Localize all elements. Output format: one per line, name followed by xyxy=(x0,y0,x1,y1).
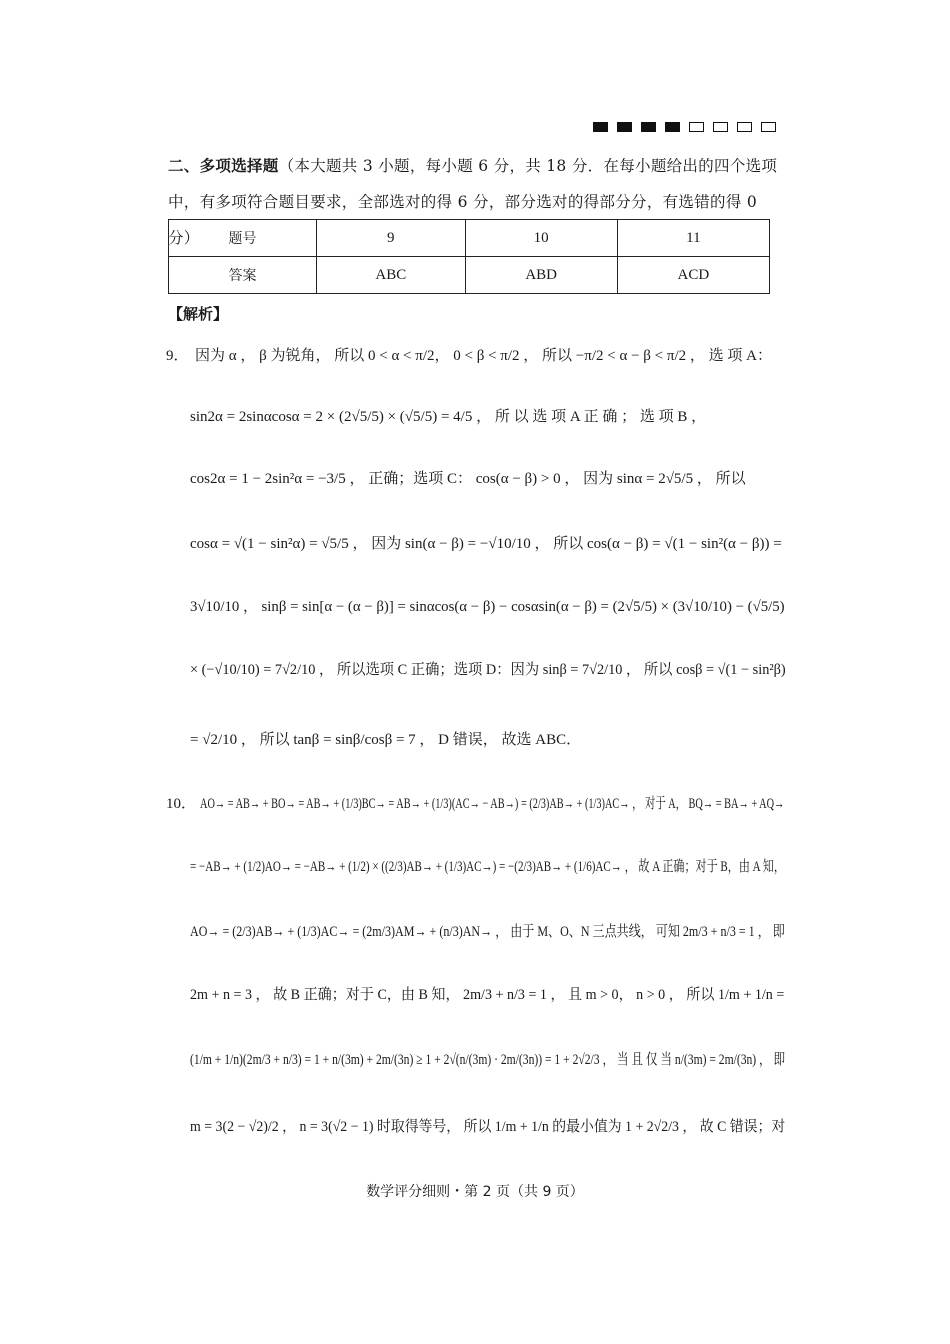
progress-square xyxy=(593,122,608,132)
progress-square xyxy=(689,122,704,132)
table-cell: ABD xyxy=(465,257,617,294)
q10-line: (1/m + 1/n)(2m/3 + n/3) = 1 + n/(3m) + 2m/(3n) ≥ 1 + 2√(n/(3m) · 2m/(3n)) = 1 + 2√2/3 ， 当 且 仅 当 n/(3m) = 2m/(3n) ， 即 xyxy=(190,1052,786,1068)
progress-square xyxy=(761,122,776,132)
q10-line: AO→ = AB→ + BO→ = AB→ + (1/3)BC→ = AB→ + (1/3)(AC→ − AB→) = (2/3)AB→ + (1/3)AC→ ， 对于 A， BQ→ = BA→ + AQ→ xyxy=(200,796,785,812)
progress-square xyxy=(713,122,728,132)
table-cell: ACD xyxy=(617,257,769,294)
row-answer-label: 答案 xyxy=(169,257,317,294)
q9-line: × (−√10/10) = 7√2/10 ， 所以选项 C 正确；选项 D：因为 sinβ = 7√2/10 ， 所以 cosβ = √(1 − sin²β) xyxy=(190,662,786,678)
q9-line: cosα = √(1 − sin²α) = √5/5 ， 因为 sin(α − β) = −√10/10 ， 所以 cos(α − β) = √(1 − sin²(α − β)) = xyxy=(190,536,782,552)
table-cell: 10 xyxy=(465,220,617,257)
section-title: 二、多项选择题 xyxy=(168,156,279,175)
q10-line: = −AB→ + (1/2)AO→ = −AB→ + (1/2) × ((2/3)AB→ + (1/3)AC→) = −(2/3)AB→ + (1/6)AC→ ， 故 A 正确；对于 B，由 A 知， xyxy=(190,859,785,875)
q9-line: sin2α = 2sinαcosα = 2 × (2√5/5) × (√5/5) = 4/5 ， 所 以 选 项 A 正 确 ； 选 项 B ， xyxy=(190,409,707,425)
page-footer: 数学评分细则・第 2 页（共 9 页） xyxy=(366,1184,584,1200)
analysis-heading: 【解析】 xyxy=(168,305,229,323)
table-row xyxy=(169,220,770,257)
progress-square xyxy=(665,122,680,132)
table-cell: 11 xyxy=(617,220,769,257)
progress-square xyxy=(641,122,656,132)
section-instructions: （本大题共 3 小题，每小题 6 分，共 18 分．在每小题给出的四个选项中，有多项符合题目要求，全部选对的得 6 分，部分选对的得部分分，有选错的得 0 分） xyxy=(168,157,778,247)
q9-line: = √2/10 ， 所以 tanβ = sinβ/cosβ = 7 ， D 错误， 故选 ABC． xyxy=(190,732,582,748)
q10-line: AO→ = (2/3)AB→ + (1/3)AC→ = (2m/3)AM→ + (n/3)AN→ ， 由于 M、O、N 三点共线， 可知 2m/3 + n/3 = 1 ， 即 xyxy=(190,924,785,940)
progress-square xyxy=(737,122,752,132)
q9-line: cos2α = 1 − 2sin²α = −3/5 ， 正确；选项 C： cos(α − β) > 0 ， 因为 sinα = 2√5/5 ， 所以 xyxy=(190,471,746,487)
question-10-number: 10． xyxy=(166,796,197,812)
q9-line: 3√10/10 ， sinβ = sin[α − (α − β)] = sinαcos(α − β) − cosαsin(α − β) = (2√5/5) × (3√10/10) − (√5/5) xyxy=(190,599,785,615)
row-header-label: 题号 xyxy=(169,220,317,257)
progress-square xyxy=(617,122,632,132)
table-row xyxy=(169,257,770,294)
question-9-number: 9． xyxy=(166,348,189,364)
q10-line: m = 3(2 − √2)/2 ， n = 3(√2 − 1) 时取得等号， 所以 1/m + 1/n 的最小值为 1 + 2√2/3 ， 故 C 错误；对 xyxy=(190,1119,786,1135)
table-cell: ABC xyxy=(317,257,466,294)
q9-line: 因为 α ， β 为锐角， 所以 0 < α < π/2， 0 < β < π/2 ， 所以 −π/2 < α − β < π/2 ， 选 项 A： xyxy=(195,348,772,364)
answer-table xyxy=(168,219,770,294)
page-progress-indicator xyxy=(593,122,776,132)
q10-line: 2m + n = 3 ， 故 B 正确；对于 C，由 B 知， 2m/3 + n/3 = 1 ， 且 m > 0， n > 0 ， 所以 1/m + 1/n = xyxy=(190,987,785,1003)
table-cell: 9 xyxy=(317,220,466,257)
